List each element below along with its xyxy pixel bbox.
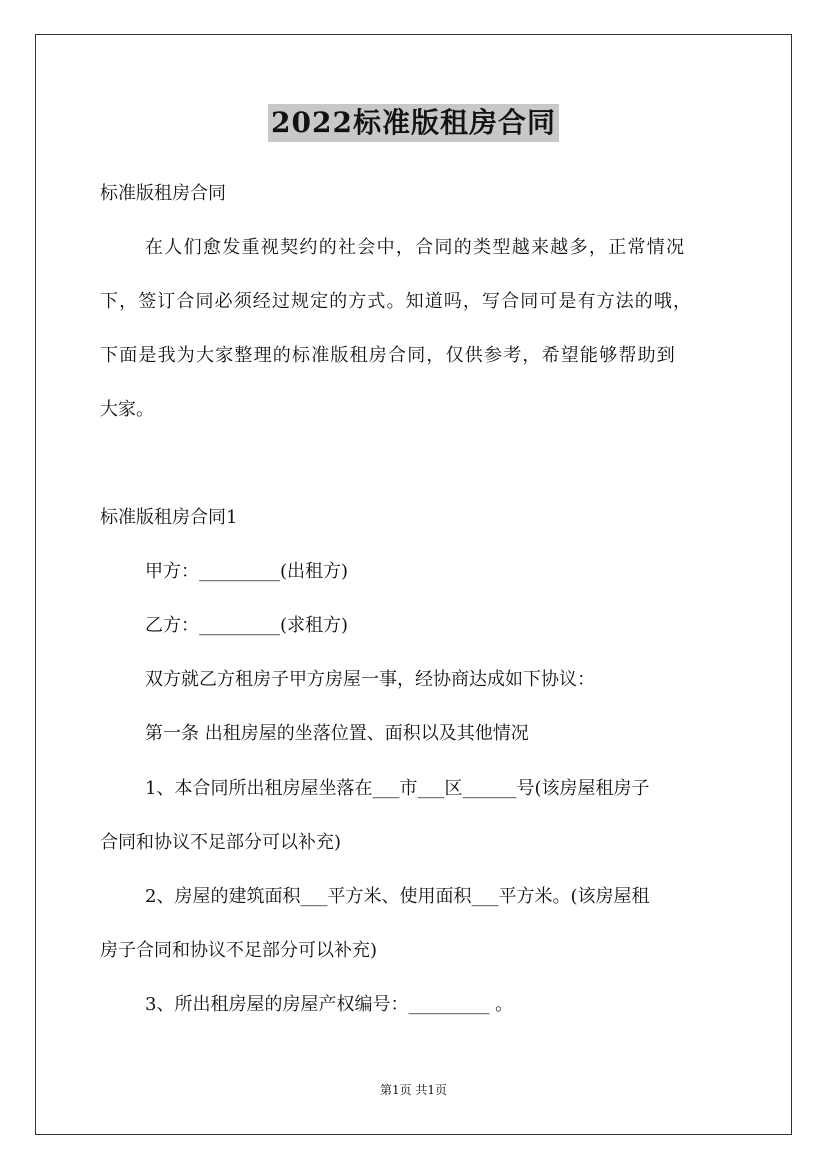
page-footer: 第1页 共1页 (379, 1083, 448, 1097)
clause-line: 1、本合同所出租房屋坐落在___市___区______号(该房屋租房子 (145, 778, 650, 799)
paragraph-line: 下面是我为大家整理的标准版租房合同，仅供参考，希望能够帮助到 (100, 345, 676, 366)
paragraph-line: 在人们愈发重视契约的社会中，合同的类型越来越多，正常情况 (145, 237, 686, 258)
party-b-line: 乙方：_________(求租方) (145, 615, 349, 636)
contract-heading: 标准版租房合同1 (100, 507, 238, 528)
clause-line: 2、房屋的建筑面积___平方米、使用面积___平方米。(该房屋租 (145, 886, 650, 907)
paragraph-line: 大家。 (100, 399, 154, 420)
clause-line: 3、所出租房屋的房屋产权编号：_________ 。 (145, 994, 514, 1015)
paragraph-line: 下，签订合同必须经过规定的方式。知道吗，写合同可是有方法的哦， (100, 291, 693, 312)
document-title: 2022标准版租房合同 (268, 104, 559, 142)
party-a-line: 甲方：_________(出租方) (145, 561, 349, 582)
agreement-line: 双方就乙方租房子甲方房屋一事，经协商达成如下协议： (145, 669, 595, 690)
clause-line: 房子合同和协议不足部分可以补充) (100, 940, 378, 961)
clause-line: 合同和协议不足部分可以补充) (100, 832, 342, 853)
section-heading: 标准版租房合同 (100, 183, 226, 204)
title-container (0, 104, 827, 142)
article-heading: 第一条 出租房屋的坐落位置、面积以及其他情况 (145, 723, 529, 744)
